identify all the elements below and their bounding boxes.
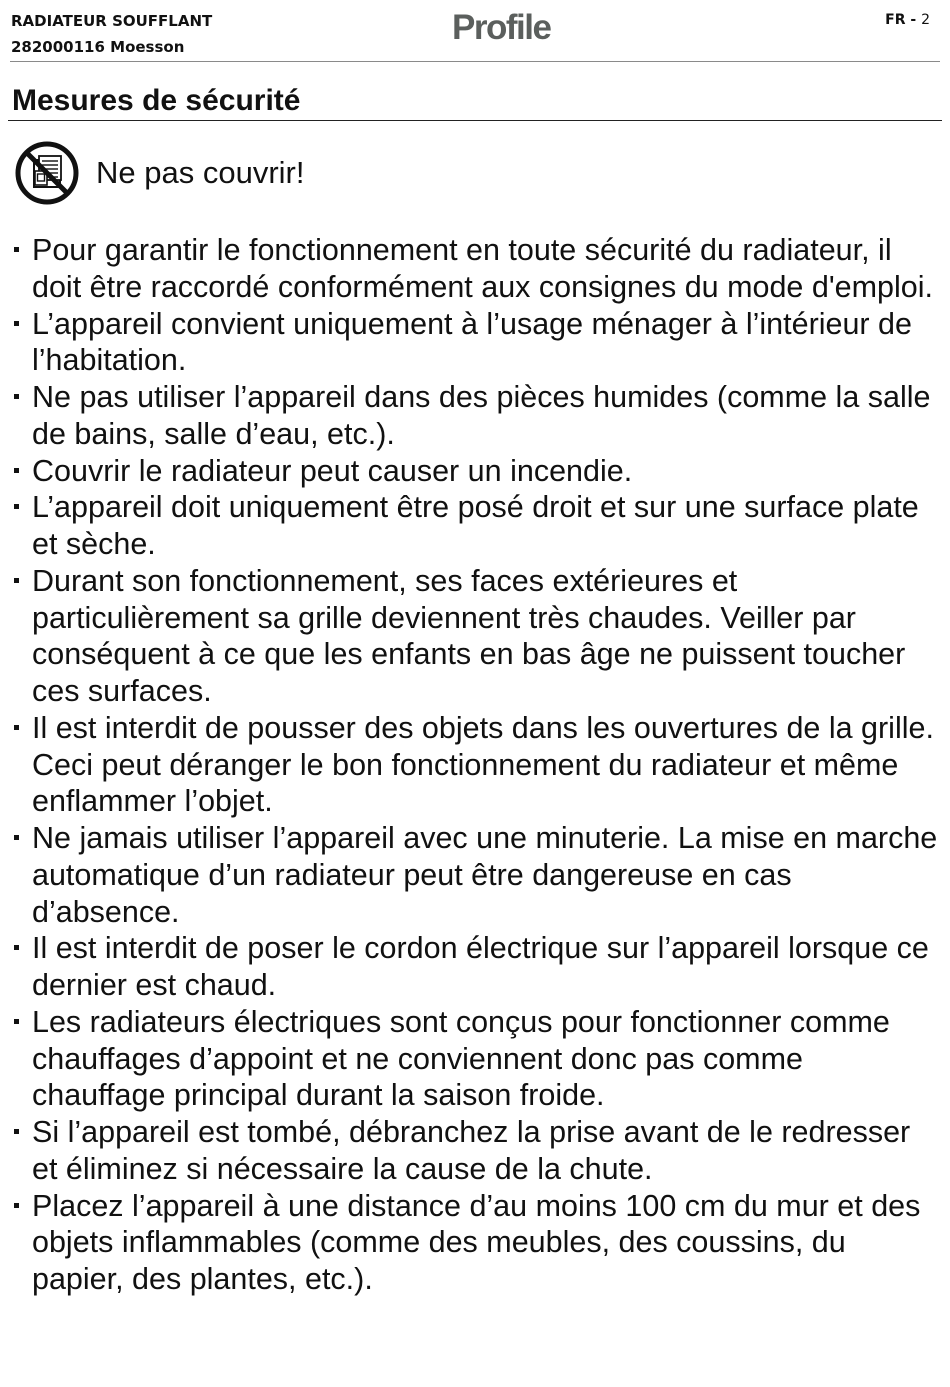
rule-text: Il est interdit de poser le cordon électrique sur l’appareil lorsque ce dernier est chaud. <box>32 931 929 1002</box>
rule-text: Les radiateurs électriques sont conçus pour fonctionner comme chauffages d’appoint et ne conviennent donc pas comme chauffage principal durant la saison froide. <box>32 1004 890 1113</box>
rule-text: L’appareil convient uniquement à l’usage ménager à l’intérieur de l’habitation. <box>32 306 912 378</box>
list-item <box>0 1188 950 1298</box>
language-code: FR <box>885 12 906 28</box>
rule-text: Il est interdit de pousser des objets dans les ouvertures de la grille. Ceci peut déranger le bon fonctionnement du radiateur et même enflammer l’objet. <box>32 710 934 819</box>
page-separator: - <box>905 12 922 28</box>
list-item <box>0 563 950 710</box>
section-title: Mesures de sécurité <box>12 84 301 117</box>
list-item <box>0 232 950 306</box>
list-item <box>0 1114 950 1188</box>
do-not-cover-icon <box>14 140 80 206</box>
warning-text: Ne pas couvrir! <box>96 155 305 190</box>
title-divider <box>8 120 942 121</box>
bullet-icon <box>14 468 19 473</box>
bullet-icon <box>14 945 19 950</box>
list-item <box>0 710 950 820</box>
page-header <box>0 0 950 62</box>
list-item <box>0 453 950 490</box>
rule-text: Durant son fonctionnement, ses faces extérieures et particulièrement sa grille deviennent très chaudes. Veiller par conséquent à ce que les enfants en bas âge ne puissent toucher ces surfaces. <box>32 563 906 708</box>
list-item <box>0 820 950 930</box>
page-number <box>885 12 930 28</box>
list-item <box>0 306 950 380</box>
bullet-icon <box>14 247 19 252</box>
rule-text: Ne jamais utiliser l’appareil avec une minuterie. La mise en marche automatique d’un radiateur peut être dangereuse en cas d’absence. <box>32 821 938 929</box>
header-product-info <box>11 8 212 60</box>
bullet-icon <box>14 1129 19 1134</box>
rule-text: Ne pas utiliser l’appareil dans des pièces humides (comme la salle de bains, salle d’eau, etc.). <box>32 380 931 451</box>
list-item <box>0 1004 950 1114</box>
bullet-icon <box>14 1203 19 1208</box>
header-divider <box>10 61 940 62</box>
model-number: 282000116 Moesson <box>11 38 185 56</box>
warning-row <box>14 140 304 206</box>
list-item <box>0 379 950 453</box>
rule-text: L’appareil doit uniquement être posé droit et sur une surface plate et sèche. <box>32 490 919 561</box>
page-index: 2 <box>921 12 930 28</box>
bullet-icon <box>14 578 19 583</box>
list-item <box>0 930 950 1004</box>
safety-rules-list <box>0 232 950 1298</box>
bullet-icon <box>14 504 19 509</box>
bullet-icon <box>14 1019 19 1024</box>
rule-text: Pour garantir le fonctionnement en toute sécurité du radiateur, il doit être raccordé conformément aux consignes du mode d'emploi. <box>32 233 933 304</box>
rule-text: Placez l’appareil à une distance d’au moins 100 cm du mur et des objets inflammables (comme des meubles, des coussins, du papier, des plantes, etc.). <box>32 1188 921 1296</box>
bullet-icon <box>14 835 19 840</box>
bullet-icon <box>14 394 19 399</box>
bullet-icon <box>14 321 19 326</box>
rule-text: Si l’appareil est tombé, débranchez la prise avant de le redresser et éliminez si nécessaire la cause de la chute. <box>32 1115 911 1186</box>
rule-text: Couvrir le radiateur peut causer un incendie. <box>32 453 633 488</box>
list-item <box>0 489 950 563</box>
product-name: RADIATEUR SOUFFLANT <box>11 12 213 30</box>
brand-logo: Profile <box>452 8 551 47</box>
bullet-icon <box>14 725 19 730</box>
